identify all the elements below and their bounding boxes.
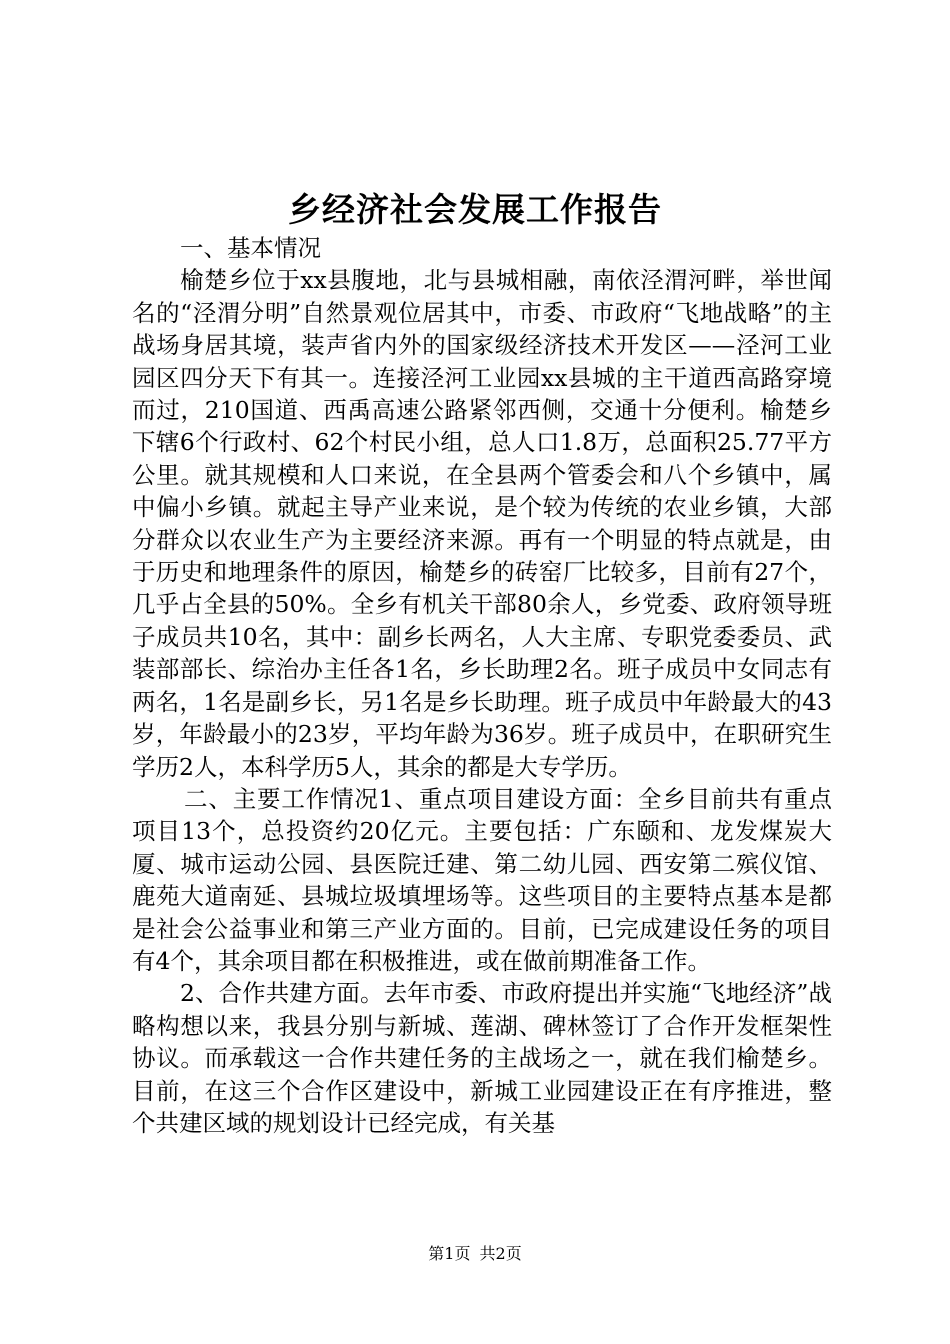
paragraph-main-work: 二、主要工作情况1、重点项目建设方面：全乡目前共有重点项目13个，总投资约20亿元。主要包括：广东颐和、龙发煤炭大厦、城市运动公园、县医院迁建、第二幼儿园、西安第二殡仪馆、鹿苑大道南延、县城垃圾填埋场等。这些项目的主要特点基本是都是社会公益事业和第三产业方面的。目前，已完成建设任务的项目有4个，其余项目都在积极推进，或在做前期准备工作。 bbox=[132, 784, 832, 975]
paragraph-basic-situation: 榆楚乡位于xx县腹地，北与县城相融，南依泾渭河畔，举世闻名的“泾渭分明”自然景观位居其中，市委、市政府“飞地战略”的主战场身居其境，装声省内外的国家级经济技术开发区——泾河工业园区四分天下有其一。连接泾河工业园xx县城的主干道西高路穿境而过，210国道、西禹高速公路紧邻西侧，交通十分便利。榆楚乡下辖6个行政村、62个村民小组，总人口1.8万，总面积25.77平方公里。就其规模和人口来说，在全县两个管委会和八个乡镇中，属中偏小乡镇。就起主导产业来说，是个较为传统的农业乡镇，大部分群众以农业生产为主要经济来源。再有一个明显的特点就是，由于历史和地理条件的原因，榆楚乡的砖窑厂比较多，目前有27个，几乎占全县的50%。全乡有机关干部80余人，乡党委、政府领导班子成员共10名，其中：副乡长两名，人大主席、专职党委委员、武装部部长、综治办主任各1名，乡长助理2名。班子成员中女同志有两名，1名是副乡长，另1名是乡长助理。班子成员中年龄最大的43岁，年龄最小的23岁，平均年龄为36岁。班子成员中，在职研究生学历2人，本科学历5人，其余的都是大专学历。 bbox=[132, 266, 832, 781]
page-total: 共2页 bbox=[479, 1244, 522, 1263]
paragraph-cooperation: 2、合作共建方面。去年市委、市政府提出并实施“飞地经济”战略构想以来，我县分别与新城、莲湖、碑林签订了合作开发框架性协议。而承载这一合作共建任务的主战场之一，就在我们榆楚乡。目前，在这三个合作区建设中，新城工业园建设正在有序推进，整个共建区域的规划设计已经完成，有关基 bbox=[132, 979, 832, 1137]
document-title: 乡经济社会发展工作报告 bbox=[288, 190, 662, 229]
page-footer bbox=[0, 1243, 950, 1265]
section-heading-basic: 一、基本情况 bbox=[180, 234, 321, 262]
page-number: 第1页 bbox=[428, 1244, 471, 1263]
document-body bbox=[132, 232, 832, 1139]
